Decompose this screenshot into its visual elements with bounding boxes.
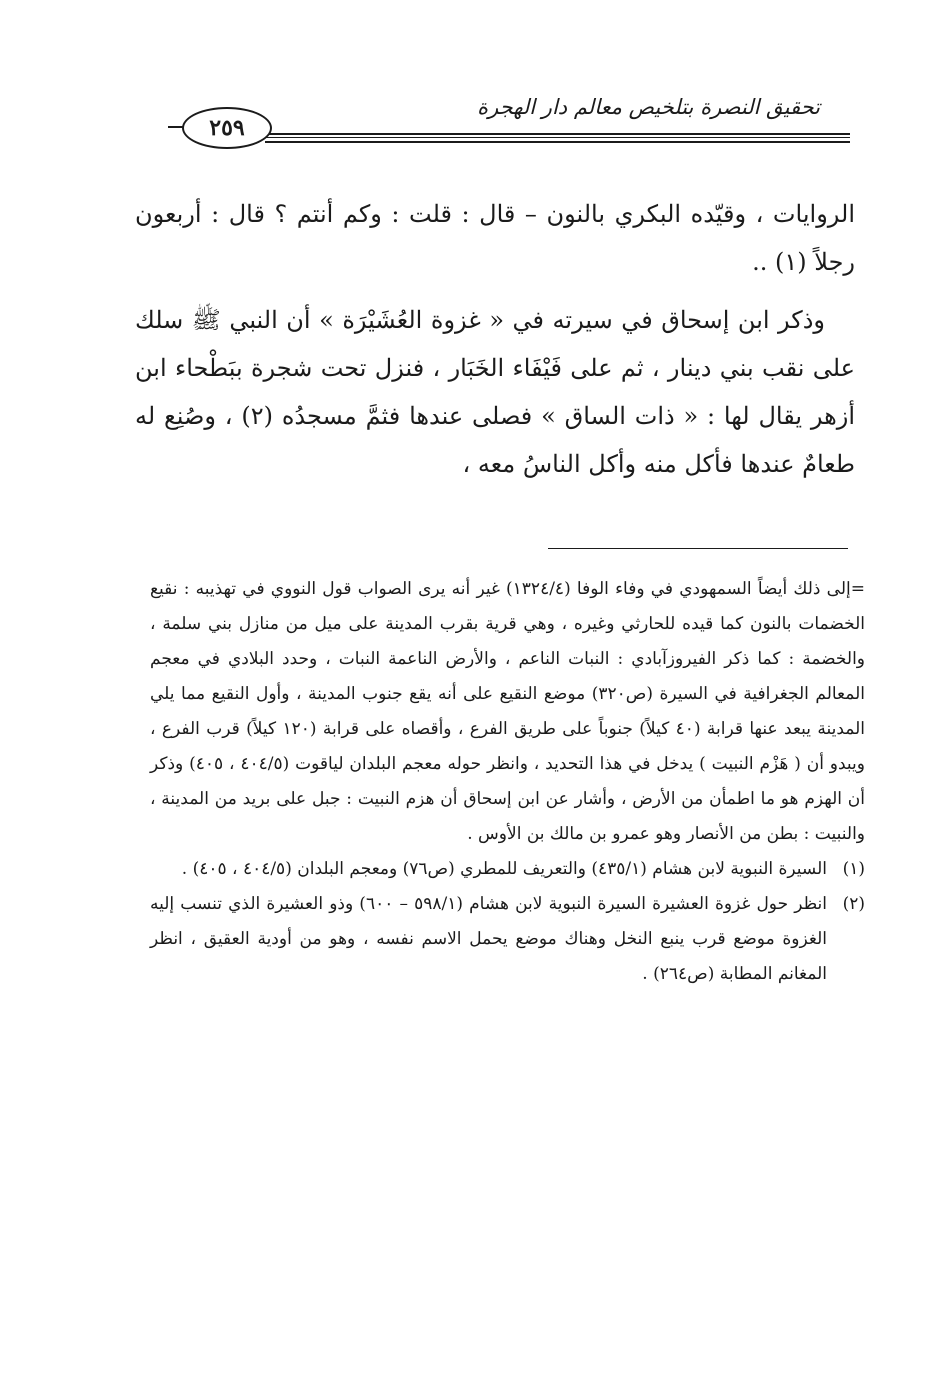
page-header (150, 95, 850, 155)
footnote-2 (150, 887, 865, 992)
footnote-separator (548, 548, 848, 549)
footnote-marker: (١) (842, 859, 865, 879)
footnote-text: السيرة النبوية لابن هشام (٤٣٥/١) والتعريف للمطري (ص٧٦) ومعجم البلدان (٤٠٤/٥ ، ٤٠٥) . (181, 859, 827, 879)
footnotes (150, 572, 865, 992)
running-title: تحقيق النصرة بتلخيص معالم دار الهجرة (477, 95, 820, 119)
header-rule (265, 133, 850, 135)
header-rule (265, 141, 850, 143)
page-number-badge (168, 107, 280, 147)
page-number-oval (182, 107, 272, 149)
page-number: ٢٥٩ (209, 115, 245, 141)
main-paragraph: وذكر ابن إسحاق في سيرته في « غزوة العُشَيْرَة » أن النبي ﷺ سلك على نقب بني دينار ، ثم على فَيْفَاء الخَبَار ، فنزل تحت شجرة ببَطْحاء ابن أزهر يقال لها : « ذات الساق » فصلى عندها فثمَّ مسجدُه (٢) ، وصُنِع له طعامٌ عندها فأكل منه وأكل الناسُ معه ، (135, 306, 855, 478)
footnote-continuation: =إلى ذلك أيضاً السمهودي في وفاء الوفا (١٣٢٤/٤) غير أنه يرى الصواب قول النووي في تهذيبه : نقيع الخضمات بالنون كما قيده للحارثي وغيره ، وهي قرية بقرب المدينة على ميل من منازل بني سلمة ، والخضمة : كما ذكر الفيروزآبادي : النبات الناعم ، والأرض الناعمة النبات ، وحدد البلادي في معجم المعالم الجغرافية في السيرة (ص٣٢٠) موضع النقيع على أنه يقع جنوب المدينة ، وأول النقيع مما يلي المدينة يبعد عنها قرابة (٤٠ كيلاً) جنوباً على طريق الفرع ، وأقصاه على قرابة (١٢٠ كيلاً) قرب الفرع ، ويبدو أن ( هَزْم النبيت ) يدخل في هذا التحديد ، وانظر حوله معجم البلدان لياقوت (٤٠٤/٥ ، ٤٠٥) وذكر أن الهزم هو ما اطمأن من الأرض ، وأشار عن ابن إسحاق أن هزم النبيت : جبل على بريد من المدينة ، والنبيت : بطن من الأنصار وهو عمرو بن مالك بن الأوس . (150, 579, 866, 844)
main-text (135, 190, 855, 488)
footnote-text: انظر حول غزوة العشيرة السيرة النبوية لابن هشام (٥٩٨/١ – ٦٠٠) وذو العشيرة الذي تنسب إليه الغزوة موضع قرب ينبع النخل وهناك موضع يحمل الاسم نفسه ، وهو من أودية العقيق ، انظر المغانم المطابة (ص٢٦٤) . (150, 894, 828, 984)
footnote-1 (150, 852, 865, 887)
footnote-marker: (٢) (842, 894, 865, 914)
main-paragraph: الروايات ، وقيّده البكري بالنون – قال : قلت : وكم أنتم ؟ قال : أربعون رجلاً (١) .. (135, 200, 855, 276)
header-rule (265, 137, 850, 138)
